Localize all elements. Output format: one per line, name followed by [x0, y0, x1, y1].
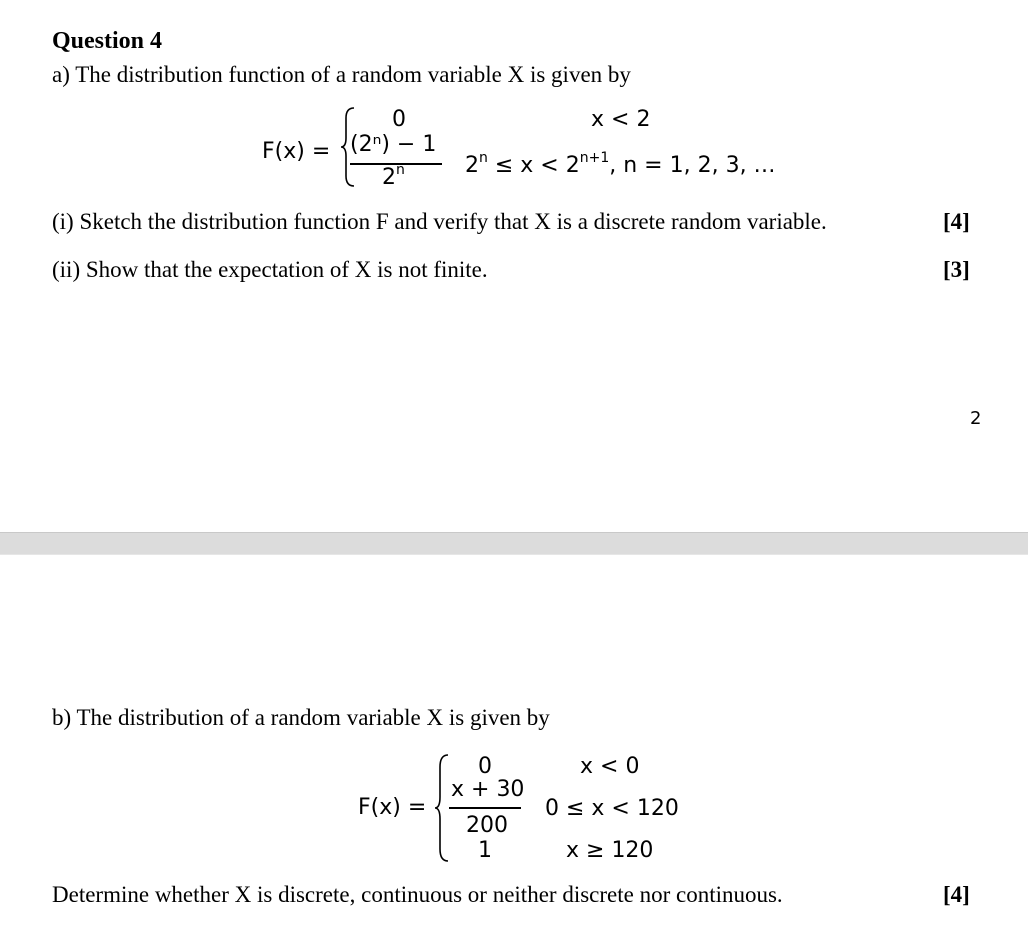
page-number: 2	[970, 408, 982, 429]
part-b-fraction-bar	[449, 807, 521, 809]
part-b-marks: [4]	[943, 882, 970, 907]
part-a-denominator-base: 2	[382, 165, 396, 190]
part-a-cond-mid: ≤ x < 2	[487, 153, 580, 178]
part-b-case3-value: 1	[478, 838, 492, 863]
page-bottom	[0, 555, 1028, 934]
part-a-denominator-exp: n	[396, 162, 405, 178]
part-a-case2-cond	[465, 150, 776, 178]
part-b-question: Determine whether X is discrete, continuous or neither discrete nor continuous.	[52, 882, 783, 907]
part-b-case2-denominator: 200	[466, 813, 508, 838]
part-b-case2-numerator: x + 30	[451, 777, 525, 802]
part-a-sub-ii-marks: [3]	[943, 257, 970, 282]
part-b-fx: F(x) =	[358, 795, 427, 820]
part-b-case2-cond: 0 ≤ x < 120	[545, 796, 679, 821]
part-a-case2-denominator	[382, 162, 405, 190]
part-b-case3-cond: x ≥ 120	[566, 838, 654, 863]
part-a-cond-left: 2	[465, 153, 479, 178]
part-a-case1-value: 0	[392, 107, 406, 132]
part-a-sub-ii: (ii) Show that the expectation of X is not finite.	[52, 257, 488, 282]
part-a-cond-tail: , n = 1, 2, 3, …	[609, 153, 776, 178]
part-b-case1-cond: x < 0	[580, 754, 640, 779]
page-separator	[0, 532, 1028, 555]
part-a-fx: F(x) =	[262, 139, 331, 164]
question-title: Question 4	[52, 28, 163, 54]
part-a-intro: a) The distribution function of a random variable X is given by	[52, 62, 631, 87]
part-a-case1-cond: x < 2	[591, 107, 651, 132]
part-b-intro: b) The distribution of a random variable X is given by	[52, 705, 550, 730]
part-a-cond-left-exp: n	[479, 150, 488, 166]
part-a-cond-exp: n+1	[579, 150, 610, 166]
part-a-case2-numerator: (2ⁿ) − 1	[350, 132, 437, 157]
part-b-case1-value: 0	[478, 754, 492, 779]
part-a-sub-i: (i) Sketch the distribution function F and verify that X is a discrete random variable.	[52, 209, 827, 234]
part-a-sub-i-marks: [4]	[943, 209, 970, 234]
